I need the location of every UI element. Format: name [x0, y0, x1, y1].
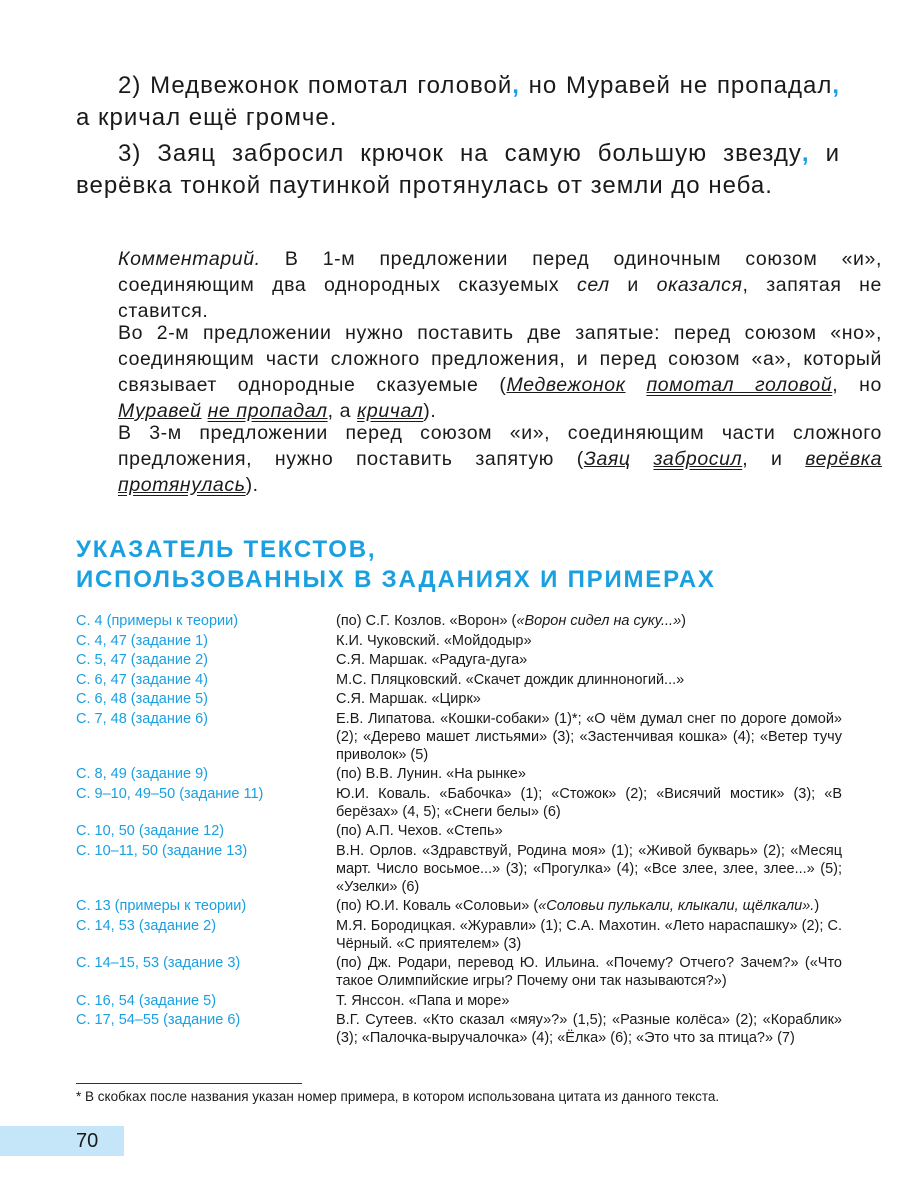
index-heading: УКАЗАТЕЛЬ ТЕКСТОВ, ИСПОЛЬЗОВАННЫХ В ЗАДАНИЯХ И ПРИМЕРАХ [76, 536, 716, 593]
comment-label: Комментарий. [118, 248, 261, 270]
index-source: К.И. Чуковский. «Мойдодыр» [336, 632, 532, 649]
footnote: * В скобках после названия указан номер примера, в котором использована цитата из данного текста. [76, 1089, 720, 1104]
index-row [76, 954, 842, 990]
index-row [76, 1011, 842, 1047]
index-ref: С. 6, 47 (задание 4) [76, 671, 208, 688]
index-source: (по) А.П. Чехов. «Степь» [336, 823, 503, 839]
index-ref: С. 8, 49 (задание 9) [76, 766, 208, 782]
index-source: В.Н. Орлов. «Здравствуй, Родина моя» (1); «Живой букварь» (2); «Месяц март. Число восьмое...» (3); «Прогулка» (4); «Все злее, злее, злее...» (5); «Узелки» (6) [336, 842, 842, 895]
index-ref: С. 7, 48 (задание 6) [76, 710, 208, 727]
page-number-bar [0, 1126, 124, 1156]
predicate-underline: кричал [357, 400, 424, 422]
index-ref: С. 4, 47 (задание 1) [76, 632, 208, 649]
index-row [76, 765, 842, 783]
index-source: (по) Ю.И. Коваль «Соловьи» («Соловьи пулькали, клыкали, щёлкали».) [336, 898, 820, 914]
index-row [76, 897, 842, 915]
index-row [76, 612, 842, 630]
example-sentence-3: 3) Заяц забросил крючок на самую большую звезду, и верёвка тонкой паутинкой протянулась от земли до неба. [76, 140, 841, 199]
index-source: С.Я. Маршак. «Радуга-дуга» [336, 652, 528, 668]
predicate-underline: помотал головой [646, 374, 833, 396]
index-source: М.Я. Бородицкая. «Журавли» (1); С.А. Махотин. «Лето нараспашку» (2); С. Чёрный. «С приятелем» (3) [336, 917, 842, 952]
index-row [76, 785, 842, 821]
index-row [76, 917, 842, 953]
index-ref: С. 10, 50 (задание 12) [76, 823, 225, 839]
index-source: Е.В. Липатова. «Кошки-собаки» (1)*; «О чём думал снег по дороге домой» (2); «Дерево машет листьями» (3); «Застенчивая кошка» (4); «Ветер тучу приволок» (5) [336, 710, 842, 763]
predicate-underline: забросил [653, 448, 743, 470]
comment-paragraph-1: Комментарий. В 1-м предложении перед одиночным союзом «и», соединяющим два однородных сказуемых сел и оказался, запятая не ставится. [118, 248, 882, 322]
index-source: Т. Янссон. «Папа и море» [336, 992, 510, 1009]
subject-underline: Заяц [583, 448, 631, 470]
inserted-comma: , [832, 72, 840, 99]
index-row [76, 632, 842, 650]
index-row [76, 822, 842, 840]
page-number: 70 [76, 1130, 99, 1152]
index-table [76, 612, 842, 1049]
index-ref: С. 9–10, 49–50 (задание 11) [76, 785, 264, 802]
index-source: М.С. Пляцковский. «Скачет дождик длинноногий...» [336, 671, 685, 688]
example-sentence-2: 2) Медвежонок помотал головой, но Муравей не пропадал, а кричал ещё громче. [76, 72, 840, 131]
subject-underline: Медвежонок [506, 374, 626, 396]
index-ref: С. 6, 48 (задание 5) [76, 691, 208, 707]
inserted-comma: , [512, 72, 520, 99]
index-source: (по) С.Г. Козлов. «Ворон» («Ворон сидел на суку...») [336, 613, 686, 629]
index-source: (по) Дж. Родари, перевод Ю. Ильина. «Почему? Отчего? Зачем?» («Что такое Олимпийские игры? Почему они так называются?») [336, 955, 842, 989]
index-source: (по) В.В. Лунин. «На рынке» [336, 766, 526, 782]
index-ref: С. 5, 47 (задание 2) [76, 652, 208, 668]
inserted-comma: , [801, 140, 810, 167]
subject-underline: Муравей [118, 400, 202, 422]
subject-underline: верёвка [805, 448, 883, 470]
index-row [76, 842, 842, 896]
index-ref: С. 17, 54–55 (задание 6) [76, 1012, 241, 1028]
comment-paragraph-2: Во 2-м предложении нужно поставить две запятые: перед союзом «но», соединяющим части сложного предложения, и перед союзом «а», который связывает однородные сказуемые (Медвежонок помотал головой, но Муравей не пропадал, а кричал). [118, 322, 882, 422]
footnote-divider [76, 1083, 302, 1084]
index-source: С.Я. Маршак. «Цирк» [336, 691, 481, 707]
index-row [76, 671, 842, 689]
predicate-underline: протянулась [118, 474, 246, 496]
index-row [76, 710, 842, 764]
predicate-underline: не пропадал [207, 400, 328, 422]
index-ref: С. 16, 54 (задание 5) [76, 992, 217, 1009]
index-ref: С. 14–15, 53 (задание 3) [76, 955, 241, 971]
comment-paragraph-3: В 3-м предложении перед союзом «и», соединяющим части сложного предложения, нужно поставить запятую (Заяц забросил, и верёвка протянулась). [118, 422, 883, 496]
index-source: Ю.И. Коваль. «Бабочка» (1); «Стожок» (2); «Висячий мостик» (3); «В берёзах» (4, 5); «Снеги белы» (6) [336, 785, 842, 820]
index-source: В.Г. Сутеев. «Кто сказал «мяу»?» (1,5); «Разные колёса» (2); «Кораблик» (3); «Палочка-выручалочка» (4); «Ёлка» (6); «Это что за птица?» (7) [336, 1012, 842, 1046]
index-ref: С. 10–11, 50 (задание 13) [76, 842, 248, 859]
index-ref: С. 13 (примеры к теории) [76, 898, 247, 914]
index-ref: С. 14, 53 (задание 2) [76, 917, 217, 934]
index-row [76, 690, 842, 708]
index-row [76, 992, 842, 1010]
index-ref: С. 4 (примеры к теории) [76, 613, 239, 629]
index-row [76, 651, 842, 669]
